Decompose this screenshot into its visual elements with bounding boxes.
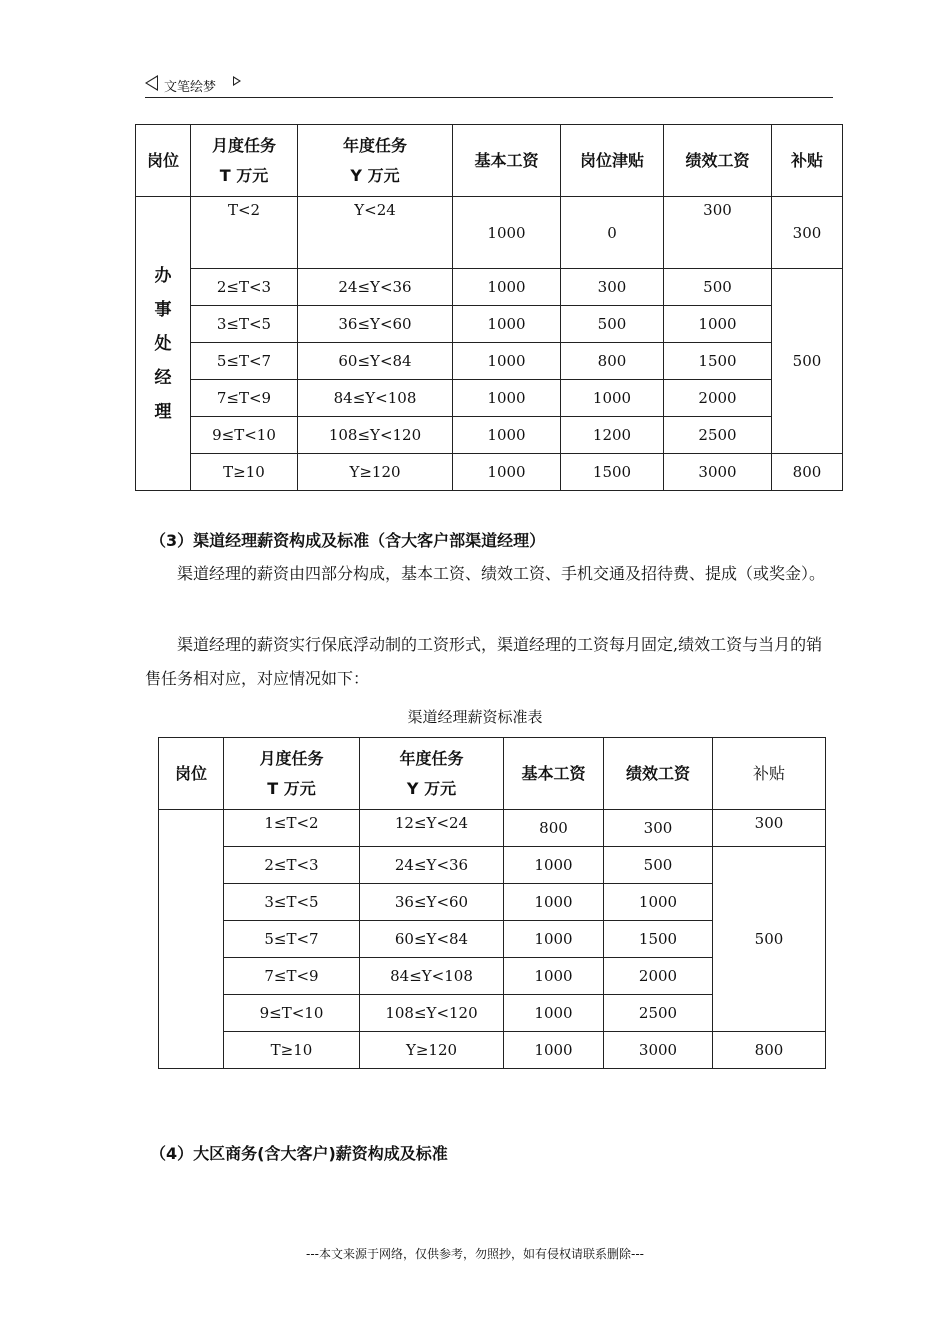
cell-performance: 2500 (604, 995, 713, 1032)
cell-base: 1000 (504, 921, 604, 958)
cell-month: 9≤T<10 (191, 417, 298, 454)
header-year-line1: 年度任务 (342, 135, 407, 155)
post-char: 经 (154, 367, 172, 388)
cell-month: T<2 (191, 197, 298, 269)
header-year-task (298, 125, 453, 197)
table-row (159, 1032, 826, 1069)
header-month-line2: T 万元 (267, 778, 316, 798)
cell-base: 1000 (453, 269, 561, 306)
cell-base: 1000 (453, 197, 561, 269)
cell-year: 36≤Y<60 (360, 884, 504, 921)
table-row (136, 380, 843, 417)
cell-month: 5≤T<7 (191, 343, 298, 380)
triangle-right-icon (233, 76, 241, 86)
cell-allowance: 300 (561, 269, 664, 306)
cell-year: 84≤Y<108 (298, 380, 453, 417)
cell-allowance: 1200 (561, 417, 664, 454)
cell-year: 24≤Y<36 (360, 847, 504, 884)
triangle-left-icon (145, 75, 158, 91)
header-month-task (191, 125, 298, 197)
cell-month: T≥10 (191, 454, 298, 491)
cell-year: 84≤Y<108 (360, 958, 504, 995)
cell-year: 108≤Y<120 (360, 995, 504, 1032)
cell-base: 1000 (453, 343, 561, 380)
cell-base: 800 (504, 810, 604, 847)
cell-performance: 3000 (664, 454, 772, 491)
table-header-row (136, 125, 843, 197)
cell-subsidy: 500 (772, 269, 843, 454)
cell-performance: 1500 (664, 343, 772, 380)
cell-allowance: 500 (561, 306, 664, 343)
cell-year: Y<24 (298, 197, 453, 269)
cell-base: 1000 (504, 958, 604, 995)
post-char: 办 (154, 265, 172, 286)
table-caption: 渠道经理薪资标准表 (407, 708, 543, 726)
cell-month: 2≤T<3 (224, 847, 360, 884)
cell-subsidy: 300 (713, 810, 826, 847)
cell-month: 7≤T<9 (191, 380, 298, 417)
cell-performance: 2000 (604, 958, 713, 995)
cell-year: 60≤Y<84 (298, 343, 453, 380)
header-month-task (224, 738, 360, 810)
header-base-salary: 基本工资 (504, 738, 604, 810)
cell-performance: 500 (664, 269, 772, 306)
section3-paragraph-2: 渠道经理的薪资实行保底浮动制的工资形式，渠道经理的工资每月固定,绩效工资与当月的销售任务相对应，对应情况如下： (145, 635, 823, 688)
cell-performance: 2500 (664, 417, 772, 454)
cell-year: 60≤Y<84 (360, 921, 504, 958)
cell-month: 5≤T<7 (224, 921, 360, 958)
header-year-line2: Y 万元 (350, 165, 400, 185)
table-row (136, 197, 843, 269)
cell-month: 7≤T<9 (224, 958, 360, 995)
cell-subsidy: 800 (713, 1032, 826, 1069)
section3-paragraph-1: 渠道经理的薪资由四部分构成，基本工资、绩效工资、手机交通及招待费、提成（或奖金）。 (177, 564, 826, 583)
cell-allowance: 1000 (561, 380, 664, 417)
cell-performance: 3000 (604, 1032, 713, 1069)
header-post: 岗位 (159, 738, 224, 810)
cell-performance: 2000 (664, 380, 772, 417)
table-row (159, 810, 826, 847)
header-performance-salary: 绩效工资 (604, 738, 713, 810)
channel-manager-salary-table (158, 737, 826, 1069)
cell-month: 3≤T<5 (224, 884, 360, 921)
cell-month: T≥10 (224, 1032, 360, 1069)
cell-year: 108≤Y<120 (298, 417, 453, 454)
post-name-cell (159, 810, 224, 1069)
header-post: 岗位 (136, 125, 191, 197)
office-manager-salary-table (135, 124, 843, 491)
cell-subsidy: 500 (713, 847, 826, 1032)
cell-base: 1000 (453, 380, 561, 417)
post-name-cell (136, 197, 191, 491)
header-base-salary: 基本工资 (453, 125, 561, 197)
cell-year: Y≥120 (360, 1032, 504, 1069)
section3-heading: （3）渠道经理薪资构成及标准（含大客户部渠道经理） (150, 531, 546, 550)
cell-year: 24≤Y<36 (298, 269, 453, 306)
cell-performance: 1000 (664, 306, 772, 343)
cell-base: 1000 (453, 417, 561, 454)
header-year-line1: 年度任务 (399, 748, 464, 768)
post-char: 事 (154, 299, 172, 320)
cell-performance: 300 (664, 197, 772, 269)
header-title: 文笔绘梦 (164, 80, 217, 95)
post-char: 理 (154, 401, 172, 422)
cell-year: Y≥120 (298, 454, 453, 491)
cell-month: 2≤T<3 (191, 269, 298, 306)
cell-subsidy: 800 (772, 454, 843, 491)
section4-heading: （4）大区商务(含大客户)薪资构成及标准 (150, 1144, 448, 1163)
cell-performance: 500 (604, 847, 713, 884)
header-post-allowance: 岗位津贴 (561, 125, 664, 197)
header-month-line1: 月度任务 (211, 135, 276, 155)
table-row (136, 417, 843, 454)
cell-base: 1000 (504, 995, 604, 1032)
header-year-line2: Y 万元 (406, 778, 457, 798)
header-month-line1: 月度任务 (259, 748, 324, 768)
cell-performance: 1500 (604, 921, 713, 958)
table-header-row (159, 738, 826, 810)
cell-performance: 1000 (604, 884, 713, 921)
cell-allowance: 800 (561, 343, 664, 380)
cell-base: 1000 (504, 884, 604, 921)
header-subsidy: 补贴 (713, 738, 826, 810)
cell-month: 3≤T<5 (191, 306, 298, 343)
cell-year: 36≤Y<60 (298, 306, 453, 343)
table-row (136, 343, 843, 380)
cell-base: 1000 (504, 847, 604, 884)
post-char: 处 (154, 333, 172, 354)
cell-performance: 300 (604, 810, 713, 847)
cell-allowance: 0 (561, 197, 664, 269)
cell-allowance: 1500 (561, 454, 664, 491)
header-subsidy: 补贴 (772, 125, 843, 197)
cell-base: 1000 (453, 306, 561, 343)
table-row (136, 306, 843, 343)
header-year-task (360, 738, 504, 810)
page-footer: ---本文来源于网络，仅供参考，勿照抄，如有侵权请联系删除--- (306, 1247, 644, 1261)
page-header (145, 72, 833, 98)
header-performance-salary: 绩效工资 (664, 125, 772, 197)
table-row (136, 454, 843, 491)
cell-month: 1≤T<2 (224, 810, 360, 847)
cell-month: 9≤T<10 (224, 995, 360, 1032)
cell-base: 1000 (504, 1032, 604, 1069)
table-row (159, 847, 826, 884)
cell-year: 12≤Y<24 (360, 810, 504, 847)
cell-subsidy: 300 (772, 197, 843, 269)
header-month-line2: T 万元 (219, 165, 269, 185)
table-row (136, 269, 843, 306)
cell-base: 1000 (453, 454, 561, 491)
